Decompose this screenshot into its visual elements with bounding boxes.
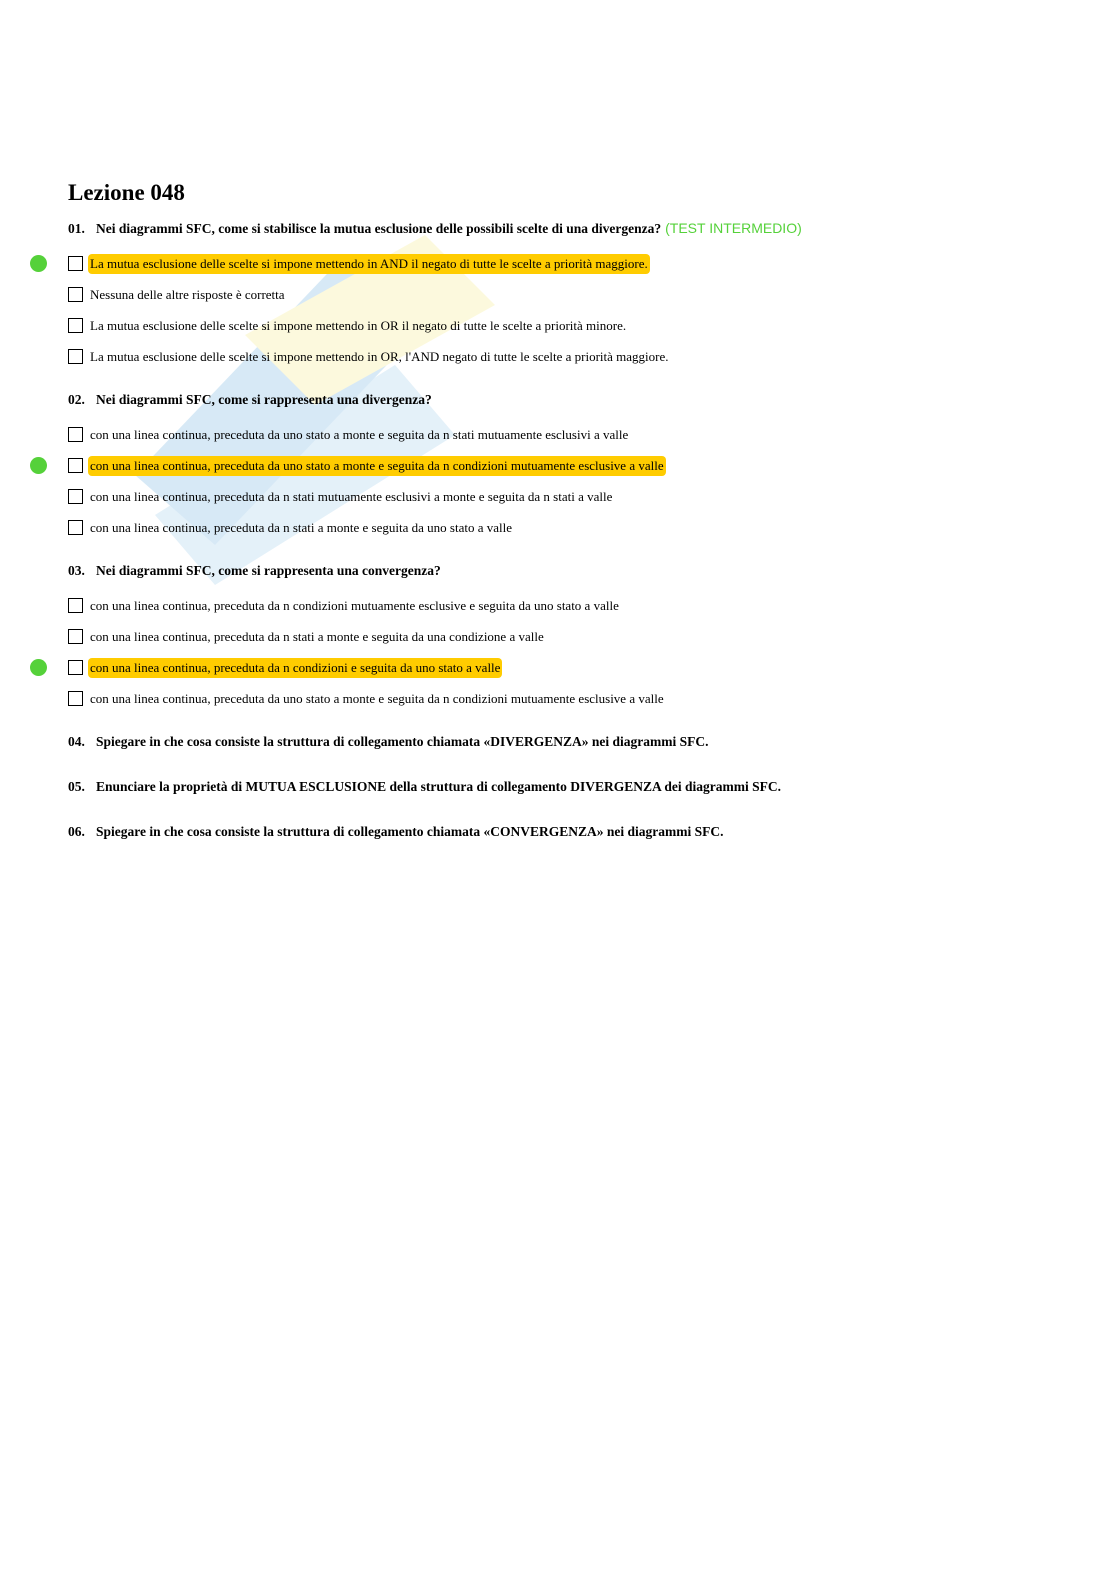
open-question <box>68 822 1068 842</box>
question-label: Nei diagrammi SFC, come si stabilisce la mutua esclusione delle possibili scelte di una divergenza? <box>96 221 662 236</box>
answer-text: con una linea continua, preceduta da n stati a monte e seguita da uno stato a valle <box>90 519 512 535</box>
answer-option <box>68 341 1068 372</box>
question-block <box>68 561 1068 714</box>
document-page <box>68 178 1068 867</box>
answer-text: con una linea continua, preceduta da uno stato a monte e seguita da n condizioni mutuamente esclusive a valle <box>90 690 664 706</box>
question-label: Spiegare in che cosa consiste la struttura di collegamento chiamata «CONVERGENZA» nei diagrammi SFC. <box>96 824 724 839</box>
question-number: 02. <box>68 392 85 407</box>
answer-checkbox[interactable] <box>68 629 83 644</box>
answer-checkbox[interactable] <box>68 427 83 442</box>
answer-checkbox[interactable] <box>68 256 83 271</box>
question-label: Nei diagrammi SFC, come si rappresenta una convergenza? <box>96 563 441 578</box>
question-block <box>68 390 1068 543</box>
answer-option <box>68 450 1068 481</box>
lesson-title: Lezione 048 <box>68 180 185 205</box>
question-block <box>68 218 1068 372</box>
question-text <box>68 561 1068 581</box>
answer-option <box>68 590 1068 621</box>
answer-checkbox[interactable] <box>68 318 83 333</box>
question-label: Nei diagrammi SFC, come si rappresenta una divergenza? <box>96 392 432 407</box>
answer-text: con una linea continua, preceduta da n condizioni mutuamente esclusive e seguita da uno stato a valle <box>90 597 619 613</box>
open-question <box>68 732 1068 752</box>
answer-option <box>68 512 1068 543</box>
answer-checkbox[interactable] <box>68 489 83 504</box>
answer-option <box>68 310 1068 341</box>
question-list <box>68 218 1068 714</box>
open-question <box>68 777 1068 797</box>
question-number: 01. <box>68 221 85 236</box>
answer-checkbox[interactable] <box>68 458 83 473</box>
answer-checkbox[interactable] <box>68 660 83 675</box>
answer-text: con una linea continua, preceduta da uno stato a monte e seguita da n stati mutuamente esclusivi a valle <box>90 426 629 442</box>
answer-text: La mutua esclusione delle scelte si impone mettendo in OR il negato di tutte le scelte a priorità minore. <box>90 317 627 333</box>
correct-answer-dot-icon <box>30 255 47 272</box>
question-text <box>68 390 1068 410</box>
answer-checkbox[interactable] <box>68 691 83 706</box>
question-label: Spiegare in che cosa consiste la struttura di collegamento chiamata «DIVERGENZA» nei diagrammi SFC. <box>96 734 709 749</box>
answer-option <box>68 279 1068 310</box>
correct-answer-dot-icon <box>30 457 47 474</box>
answer-option <box>68 248 1068 279</box>
answer-option <box>68 419 1068 450</box>
question-number: 03. <box>68 563 85 578</box>
test-tag: (TEST INTERMEDIO) <box>665 220 802 236</box>
answer-checkbox[interactable] <box>68 287 83 302</box>
question-number: 04. <box>68 734 85 749</box>
question-number: 05. <box>68 779 85 794</box>
highlighted-answer-text: con una linea continua, preceduta da n condizioni e seguita da uno stato a valle <box>88 658 502 678</box>
answer-checkbox[interactable] <box>68 520 83 535</box>
answer-checkbox[interactable] <box>68 598 83 613</box>
answer-option <box>68 621 1068 652</box>
answer-option <box>68 481 1068 512</box>
question-number: 06. <box>68 824 85 839</box>
open-question-list <box>68 732 1068 842</box>
answer-text: La mutua esclusione delle scelte si impone mettendo in OR, l'AND negato di tutte le scelte a priorità maggiore. <box>90 348 669 364</box>
question-label: Enunciare la proprietà di MUTUA ESCLUSIONE della struttura di collegamento DIVERGENZA dei diagrammi SFC. <box>96 779 782 794</box>
correct-answer-dot-icon <box>30 659 47 676</box>
answer-checkbox[interactable] <box>68 349 83 364</box>
answer-option <box>68 652 1068 683</box>
answer-text: con una linea continua, preceduta da n stati a monte e seguita da una condizione a valle <box>90 628 544 644</box>
answer-text: Nessuna delle altre risposte è corretta <box>90 286 285 302</box>
question-text <box>68 218 1068 239</box>
answer-option <box>68 683 1068 714</box>
highlighted-answer-text: con una linea continua, preceduta da uno stato a monte e seguita da n condizioni mutuamente esclusive a valle <box>88 456 666 476</box>
highlighted-answer-text: La mutua esclusione delle scelte si impone mettendo in AND il negato di tutte le scelte a priorità maggiore. <box>88 254 650 274</box>
answer-text: con una linea continua, preceduta da n stati mutuamente esclusivi a monte e seguita da n stati a valle <box>90 488 613 504</box>
